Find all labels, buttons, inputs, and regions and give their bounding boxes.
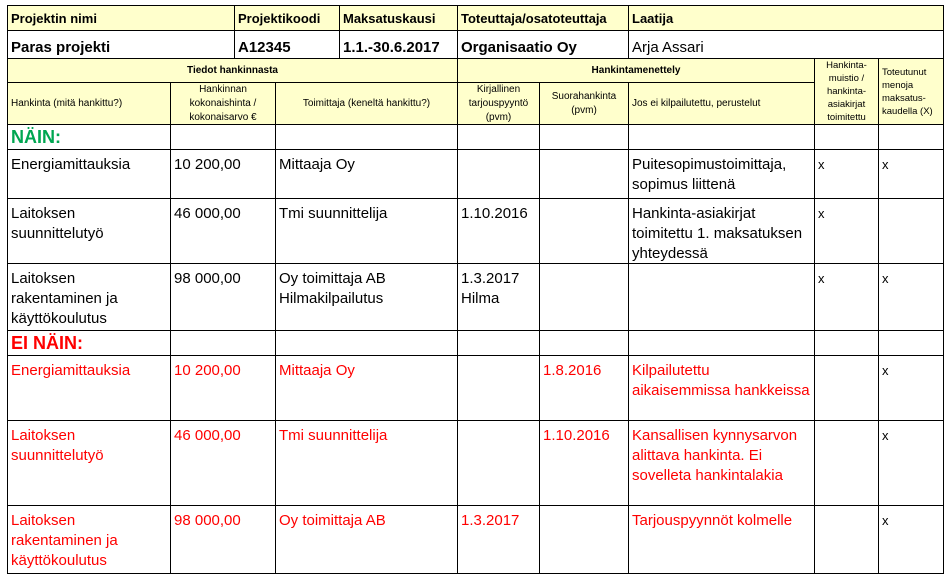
table-cell-direct: 1.8.2016 bbox=[540, 356, 629, 421]
header-label-project-code: Projektikoodi bbox=[235, 6, 340, 31]
section-bad-spacer bbox=[629, 331, 815, 356]
section-bad-spacer bbox=[815, 331, 879, 356]
section-good-spacer bbox=[815, 125, 879, 150]
table-cell-supplier: Tmi suunnittelija bbox=[276, 421, 458, 506]
table-cell-reason bbox=[629, 264, 815, 331]
table-cell-costs: x bbox=[879, 506, 944, 574]
section-bad-spacer bbox=[171, 331, 276, 356]
column-direct: Suorahankinta (pvm) bbox=[540, 83, 629, 125]
column-supplier: Toimittaja (keneltä hankittu?) bbox=[276, 83, 458, 125]
table-cell-memo: x bbox=[815, 199, 879, 264]
table-cell-memo bbox=[815, 356, 879, 421]
table-cell-memo bbox=[815, 506, 879, 574]
section-good-spacer bbox=[629, 125, 815, 150]
table-cell-written-tender: 1.3.2017 Hilma bbox=[458, 264, 540, 331]
table-cell-supplier: Mittaaja Oy bbox=[276, 356, 458, 421]
table-cell-item: Energiamittauksia bbox=[8, 356, 171, 421]
table-cell-direct bbox=[540, 264, 629, 331]
table-cell-total: 98 000,00 bbox=[171, 264, 276, 331]
column-reason: Jos ei kilpailutettu, perustelut bbox=[629, 83, 815, 125]
header-label-implementer: Toteuttaja/osatoteuttaja bbox=[458, 6, 629, 31]
table-cell-costs bbox=[879, 199, 944, 264]
table-cell-reason: Kilpailutettu aikaisemmissa hankkeissa bbox=[629, 356, 815, 421]
section-bad-spacer bbox=[276, 331, 458, 356]
table-cell-direct bbox=[540, 506, 629, 574]
table-cell-direct: 1.10.2016 bbox=[540, 421, 629, 506]
table-cell-total: 46 000,00 bbox=[171, 421, 276, 506]
table-cell-memo: x bbox=[815, 150, 879, 199]
table-cell-supplier: Oy toimittaja AB bbox=[276, 506, 458, 574]
table-cell-costs: x bbox=[879, 264, 944, 331]
table-cell-direct bbox=[540, 199, 629, 264]
column-costs: Toteutunut menoja maksatus- kaudella (X) bbox=[879, 59, 944, 125]
section-bad-spacer bbox=[540, 331, 629, 356]
table-cell-supplier: Mittaaja Oy bbox=[276, 150, 458, 199]
column-written-tender: Kirjallinen tarjouspyyntö (pvm) bbox=[458, 83, 540, 125]
section-bad-spacer bbox=[879, 331, 944, 356]
header-value-author: Arja Assari bbox=[629, 31, 944, 59]
table-cell-total: 98 000,00 bbox=[171, 506, 276, 574]
section-good-spacer bbox=[458, 125, 540, 150]
header-label-project-name: Projektin nimi bbox=[8, 6, 235, 31]
section-good-label: NÄIN: bbox=[8, 125, 171, 150]
table-cell-costs: x bbox=[879, 150, 944, 199]
table-cell-written-tender: 1.10.2016 bbox=[458, 199, 540, 264]
table-cell-costs: x bbox=[879, 356, 944, 421]
table-cell-total: 10 200,00 bbox=[171, 150, 276, 199]
header-value-implementer: Organisaatio Oy bbox=[458, 31, 629, 59]
section-good-spacer bbox=[171, 125, 276, 150]
group-procurement-procedure: Hankintamenettely bbox=[458, 59, 815, 83]
header-label-payment-period: Maksatuskausi bbox=[340, 6, 458, 31]
header-value-project-name: Paras projekti bbox=[8, 31, 235, 59]
section-bad-label: EI NÄIN: bbox=[8, 331, 171, 356]
table-cell-item: Laitoksen suunnittelutyö bbox=[8, 199, 171, 264]
table-cell-total: 10 200,00 bbox=[171, 356, 276, 421]
column-memo: Hankinta- muistio / hankinta- asiakirjat toimitettu bbox=[815, 59, 879, 125]
section-good-spacer bbox=[540, 125, 629, 150]
table-cell-costs: x bbox=[879, 421, 944, 506]
table-cell-total: 46 000,00 bbox=[171, 199, 276, 264]
section-good-spacer bbox=[879, 125, 944, 150]
table-cell-item: Energiamittauksia bbox=[8, 150, 171, 199]
table-cell-reason: Kansallisen kynnysarvon alittava hankinta. Ei sovelleta hankintalakia bbox=[629, 421, 815, 506]
table-cell-item: Laitoksen rakentaminen ja käyttökoulutus bbox=[8, 506, 171, 574]
table-cell-supplier: Oy toimittaja AB Hilmakilpailutus bbox=[276, 264, 458, 331]
table-cell-written-tender bbox=[458, 356, 540, 421]
table-cell-reason: Puitesopimustoimittaja, sopimus liittenä bbox=[629, 150, 815, 199]
table-cell-written-tender bbox=[458, 421, 540, 506]
table-cell-memo bbox=[815, 421, 879, 506]
table-cell-reason: Tarjouspyynnöt kolmelle bbox=[629, 506, 815, 574]
table-cell-memo: x bbox=[815, 264, 879, 331]
table-cell-written-tender: 1.3.2017 bbox=[458, 506, 540, 574]
column-total: Hankinnan kokonaishinta / kokonaisarvo € bbox=[171, 83, 276, 125]
table-cell-reason: Hankinta-asiakirjat toimitettu 1. maksatuksen yhteydessä bbox=[629, 199, 815, 264]
header-value-project-code: A12345 bbox=[235, 31, 340, 59]
header-value-payment-period: 1.1.-30.6.2017 bbox=[340, 31, 458, 59]
section-bad-spacer bbox=[458, 331, 540, 356]
table-cell-direct bbox=[540, 150, 629, 199]
table-cell-item: Laitoksen rakentaminen ja käyttökoulutus bbox=[8, 264, 171, 331]
column-item: Hankinta (mitä hankittu?) bbox=[8, 83, 171, 125]
table-cell-supplier: Tmi suunnittelija bbox=[276, 199, 458, 264]
group-procurement-info: Tiedot hankinnasta bbox=[8, 59, 458, 83]
table-cell-written-tender bbox=[458, 150, 540, 199]
section-good-spacer bbox=[276, 125, 458, 150]
table-cell-item: Laitoksen suunnittelutyö bbox=[8, 421, 171, 506]
header-label-author: Laatija bbox=[629, 6, 944, 31]
